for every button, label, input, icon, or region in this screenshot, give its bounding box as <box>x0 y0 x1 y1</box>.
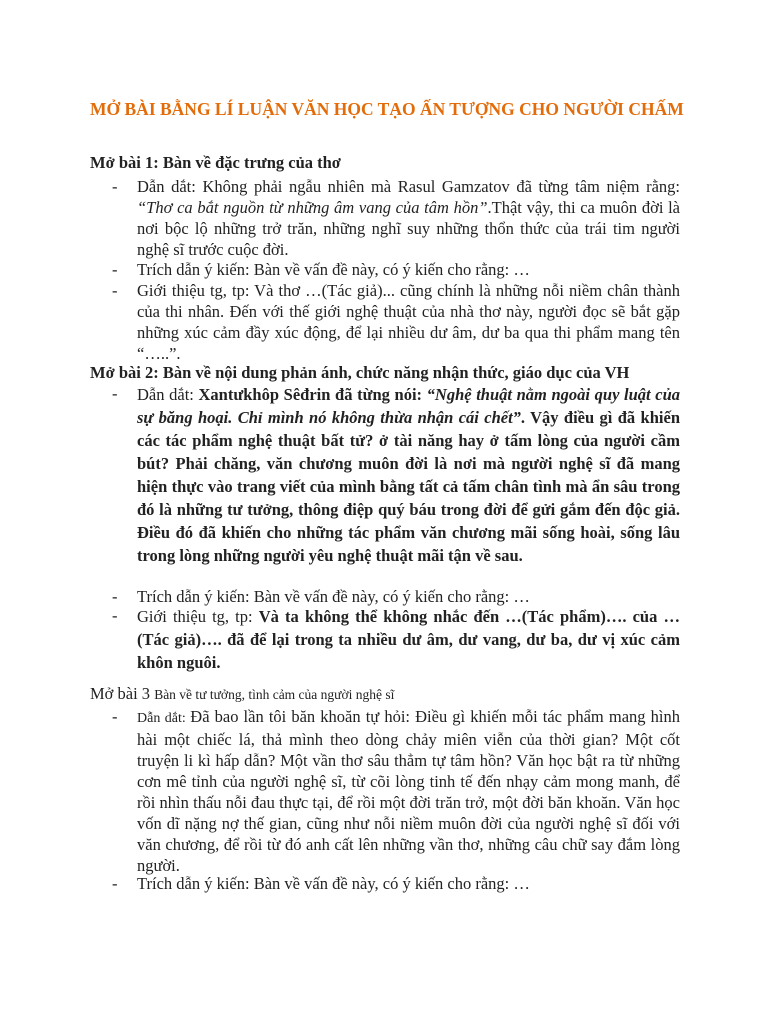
section1-heading: Mở bài 1: Bàn về đặc trưng của thơ <box>90 153 341 172</box>
bullet-dash: - <box>112 707 118 726</box>
section3-heading-prefix: Mở bài 3 <box>90 684 155 703</box>
section1-item-intro <box>112 176 680 260</box>
section2-item-intro <box>112 383 680 567</box>
intro-bold-text: Xantưkhôp Sêđrin đã từng nói: <box>198 385 427 404</box>
citation-text: Trích dẫn ý kiến: Bàn về vấn đề này, có ý kiến cho rằng: … <box>137 587 530 606</box>
intro-label: Dẫn dắt: <box>137 385 199 404</box>
section2-heading: Mở bài 2: Bàn về nội dung phản ánh, chức năng nhận thức, giáo dục của VH <box>90 363 630 382</box>
bullet-dash: - <box>112 874 118 893</box>
section1-item-citation <box>112 259 680 280</box>
bullet-dash: - <box>112 384 118 403</box>
bullet-dash: - <box>112 177 118 196</box>
intro-text: Đã bao lần tôi băn khoăn tự hỏi: Điều gì khiến mỗi tác phẩm mang hình hài một chiếc lá, thả mình theo dòng chảy miên viễn của thời gian? Một cốt truyện li kì hấp dẫn? Một vần thơ sâu thẳm tự tâm hồn? Văn học bật ra từ những cơn mê tỉnh của người nghệ sĩ, từ cõi lòng tinh tế đến nhạy cảm mong manh, để rồi nhìn thấu nỗi đau thực tại, để rồi một đời trăn trở, một đời băn khoăn. Văn học vốn dĩ nặng nợ thế gian, cũng như nỗi niềm muôn đời của người nghệ sĩ đối với văn chương, để rồi từ đó anh cất lên những vần thơ, những câu chữ say đắm lòng người. <box>137 707 680 875</box>
bullet-dash: - <box>112 260 118 279</box>
intro-text-rest: .Thật vậy, thi ca muôn đời là nơi bộc lộ những trở trăn, những nghĩ suy những thổn thức của trái tim người nghệ sĩ trước cuộc đời. <box>137 198 680 259</box>
section3-heading <box>90 683 690 706</box>
section2-item-author-work <box>112 605 680 674</box>
author-work-text: Giới thiệu tg, tp: Và thơ …(Tác giả)... cũng chính là những nỗi niềm chân thành của thi nhân. Đến với thế giới nghệ thuật của nhà thơ này, người đọc sẽ bắt gặp những xúc cảm đầy xúc động, để lại nhiều dư âm, dư ba qua thi phẩm mang tên “…..”. <box>137 281 680 363</box>
intro-label: Dẫn dắt: <box>137 711 191 726</box>
section1-item-author-work <box>112 280 680 364</box>
section3-heading-rest: Bàn về tư tưởng, tình cảm của người nghệ sĩ <box>154 687 395 702</box>
bullet-dash: - <box>112 281 118 300</box>
author-work-label: Giới thiệu tg, tp: <box>137 607 259 626</box>
bullet-dash: - <box>112 587 118 606</box>
bullet-dash: - <box>112 606 118 625</box>
intro-bold-rest: . Vậy điều gì đã khiến các tác phẩm nghệ thuật bất tử? ở tài năng hay ở tấm lòng của người cầm bút? Phải chăng, văn chương muôn đời là nơi mà người nghệ sĩ đã mang hiện thực vào trang viết của mình bằng tất cả tấm chân tình mà ẩn sâu trong đó là những tư tưởng, thông điệp quý báu trong đời để gửi gắm đến độc giả. Điều đó đã khiến cho những tác phẩm văn chương mãi sống hoài, sống lâu trong lòng những người yêu nghệ thuật mãi tận về sau. <box>137 408 680 565</box>
section2-item-citation <box>112 586 680 607</box>
citation-text: Trích dẫn ý kiến: Bàn về vấn đề này, có ý kiến cho rằng: … <box>137 260 530 279</box>
document-title: MỞ BÀI BẰNG LÍ LUẬN VĂN HỌC TẠO ẤN TƯỢNG CHO NGƯỜI CHẤM <box>90 99 684 119</box>
quote-text: “Thơ ca bắt nguồn từ những âm vang của tâm hồn” <box>137 198 488 217</box>
section3-item-intro <box>112 706 680 876</box>
section3-item-citation <box>112 873 680 894</box>
quote-text: “Nghệ thuật nằm ngoài quy luật của sự băng hoại. Chỉ mình nó không thừa nhận cái chết” <box>137 385 680 427</box>
citation-text: Trích dẫn ý kiến: Bàn về vấn đề này, có ý kiến cho rằng: … <box>137 874 530 893</box>
author-work-bold-text: Và ta không thể không nhắc đến …(Tác phẩm)…. của …(Tác giả)…. đã để lại trong ta nhiều dư âm, dư vang, dư ba, dư vị xúc cảm khôn nguôi. <box>137 607 681 672</box>
intro-text: Dẫn dắt: Không phải ngẫu nhiên mà Rasul Gamzatov đã từng tâm niệm rằng: <box>137 177 680 196</box>
